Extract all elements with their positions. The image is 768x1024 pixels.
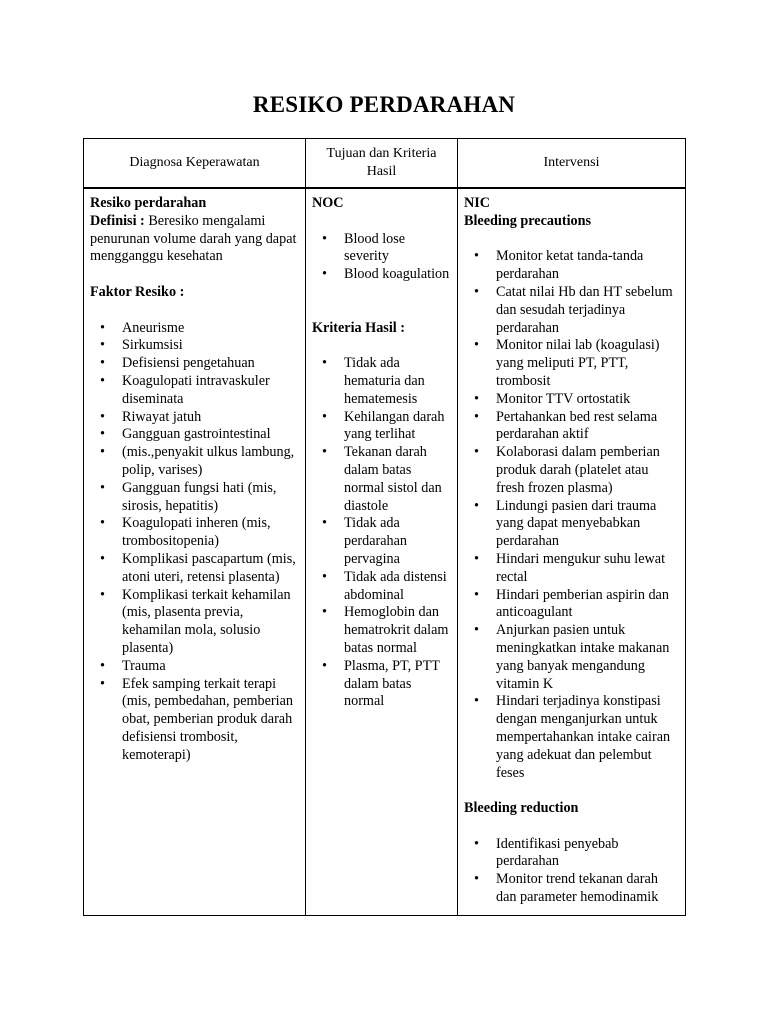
noc-label: NOC	[312, 195, 344, 211]
list-item: • Monitor TTV ortostatik	[496, 391, 680, 409]
kriteria-label: Kriteria Hasil :	[312, 319, 405, 336]
diagnosa-name: Resiko perdarahan	[90, 195, 207, 211]
precautions-list	[464, 248, 680, 782]
list-item: • Blood lose severity	[344, 231, 452, 267]
list-item: • Koagulopati inheren (mis, trombositopenia)	[122, 515, 300, 551]
list-item: • Monitor nilai lab (koagulasi) yang meliputi PT, PTT, trombosit	[496, 337, 680, 390]
header-intervensi: Intervensi	[458, 139, 686, 189]
list-item: • Hindari pemberian aspirin dan anticoagulant	[496, 587, 680, 623]
list-item: • Trauma	[122, 658, 300, 676]
intervensi-cell	[458, 188, 686, 916]
list-item: • Lindungi pasien dari trauma yang dapat menyebabkan perdarahan	[496, 498, 680, 551]
nursing-care-table	[83, 138, 686, 916]
list-item: • Hindari terjadinya konstipasi dengan menganjurkan untuk mempertahankan intake cairan yang adekuat dan pelembut feses	[496, 693, 680, 782]
list-item: • Tidak ada distensi abdominal	[344, 569, 452, 605]
list-item: • Blood koagulation	[344, 266, 452, 284]
header-diagnosa: Diagnosa Keperawatan	[84, 139, 306, 189]
list-item: • Komplikasi terkait kehamilan (mis, plasenta previa, kehamilan mola, solusio plasenta)	[122, 587, 300, 658]
faktor-label: Faktor Resiko :	[90, 283, 185, 300]
list-item: • Identifikasi penyebab perdarahan	[496, 836, 680, 872]
header-tujuan: Tujuan dan Kriteria Hasil	[306, 139, 458, 189]
kriteria-list	[312, 355, 452, 711]
reduction-label: Bleeding reduction	[464, 800, 579, 817]
list-item: • Pertahankan bed rest selama perdarahan aktif	[496, 409, 680, 445]
table-header-row	[84, 139, 686, 189]
tujuan-cell	[306, 188, 458, 916]
list-item: • Anjurkan pasien untuk meningkatkan intake makanan yang banyak mengandung vitamin K	[496, 622, 680, 693]
definisi	[90, 213, 300, 266]
list-item: • Kolaborasi dalam pemberian produk darah (platelet atau fresh frozen plasma)	[496, 444, 680, 497]
table-row	[84, 188, 686, 916]
list-item: • Plasma, PT, PTT dalam batas normal	[344, 658, 452, 711]
list-item: • Tekanan darah dalam batas normal sistol dan diastole	[344, 444, 452, 515]
nic-label: NIC	[464, 195, 491, 211]
noc-list	[312, 231, 452, 284]
list-item: • Kehilangan darah yang terlihat	[344, 409, 452, 445]
precautions-label: Bleeding precautions	[464, 212, 592, 229]
list-item: • Efek samping terkait terapi (mis, pembedahan, pemberian obat, pemberian produk darah defisiensi trombosit, kemoterapi)	[122, 676, 300, 765]
definisi-label: Definisi :	[90, 212, 145, 229]
faktor-list	[90, 320, 300, 765]
list-item: • Defisiensi pengetahuan	[122, 355, 300, 373]
list-item: • Tidak ada hematuria dan hematemesis	[344, 355, 452, 408]
list-item: • Aneurisme	[122, 320, 300, 338]
reduction-list	[464, 836, 680, 907]
list-item: • Gangguan gastrointestinal	[122, 426, 300, 444]
list-item: • Tidak ada perdarahan pervagina	[344, 515, 452, 568]
list-item: • Sirkumsisi	[122, 337, 300, 355]
definisi-text: Beresiko mengalami penurunan volume darah yang dapat mengganggu kesehatan	[90, 212, 297, 265]
list-item: • Hindari mengukur suhu lewat rectal	[496, 551, 680, 587]
list-item: • (mis.,penyakit ulkus lambung, polip, varises)	[122, 444, 300, 480]
page-title: RESIKO PERDARAHAN	[252, 92, 516, 117]
list-item: • Monitor trend tekanan darah dan parameter hemodinamik	[496, 871, 680, 907]
list-item: • Gangguan fungsi hati (mis, sirosis, hepatitis)	[122, 480, 300, 516]
list-item: • Riwayat jatuh	[122, 409, 300, 427]
list-item: • Koagulopati intravaskuler diseminata	[122, 373, 300, 409]
list-item: • Monitor ketat tanda-tanda perdarahan	[496, 248, 680, 284]
list-item: • Catat nilai Hb dan HT sebelum dan sesudah terjadinya perdarahan	[496, 284, 680, 337]
list-item: • Komplikasi pascapartum (mis, atoni uteri, retensi plasenta)	[122, 551, 300, 587]
diagnosa-cell	[84, 188, 306, 916]
list-item: • Hemoglobin dan hematrokrit dalam batas normal	[344, 604, 452, 657]
